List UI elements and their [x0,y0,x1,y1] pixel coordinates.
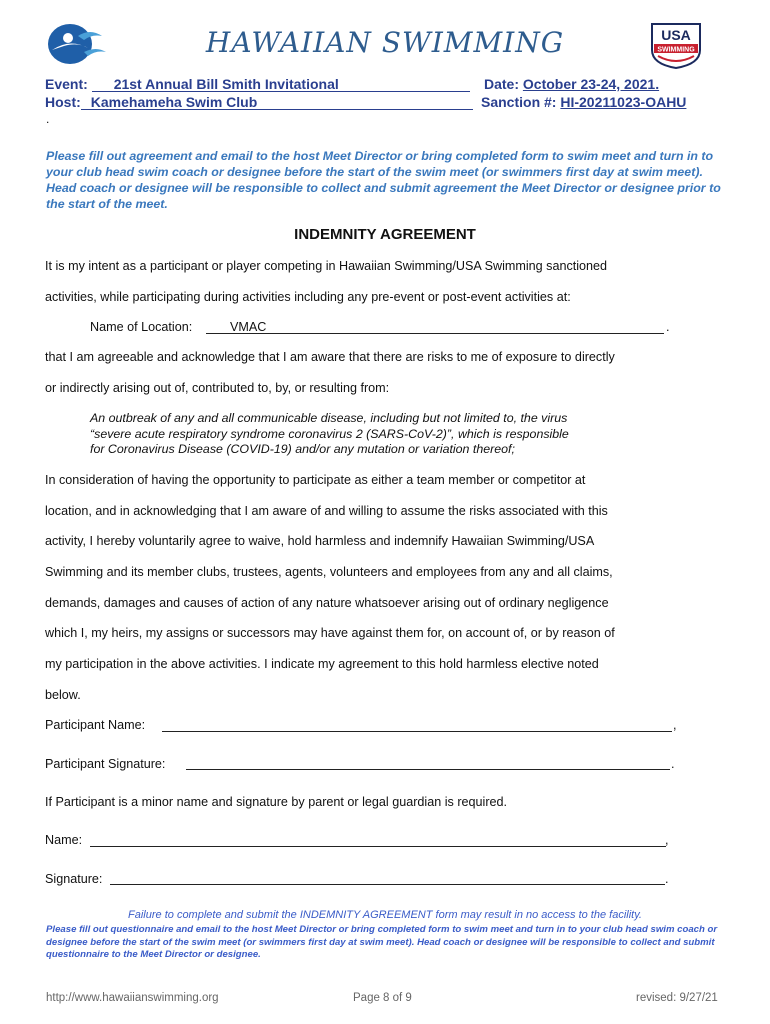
participant-name-label: Participant Name: [45,718,146,732]
participant-signature-label: Participant Signature: [45,757,166,771]
location-value: VMAC [230,320,267,334]
body-line: below. [45,688,81,702]
covid-clause [90,411,690,458]
minor-note: If Participant is a minor name and signature by parent or legal guardian is required. [45,795,508,809]
covid-line-1: An outbreak of any and all communicable disease, including but not limited to, the virus [90,411,568,425]
revised-date: revised: 9/27/21 [636,992,718,1004]
submission-notice: Please fill out agreement and email to the host Meet Director or bring completed form to swim meet and turn in to your club head swim coach or designee before the start of the swim meet (or swimmers first day at swim meet). Head coach or designee will be responsible to collect and submit agreement the Meet Director or designee prior to the start of the meet. [46,149,721,211]
covid-line-2: “severe acute respiratory syndrome coronavirus 2 (SARS-CoV-2)”, which is responsible [90,426,569,441]
body-line: activity, I hereby voluntarily agree to waive, hold harmless and indemnify Hawaiian Swimming/USA [45,534,595,548]
participant-name-end: , [673,718,677,732]
intro-line-1: It is my intent as a participant or player competing in Hawaiian Swimming/USA Swimming sanctioned [45,259,608,273]
sanction-value: HI-20211023-OAHU [560,94,687,110]
failure-warning: Failure to complete and submit the INDEMNITY AGREEMENT form may result in no access to the facility. [128,909,642,921]
usa-logo-subtext: SWIMMING [657,46,695,54]
risk-line-1: that I am agreeable and acknowledge that I am aware that there are risks to me of exposure to directly [45,350,615,364]
event-row [45,76,470,92]
body-line: which I, my heirs, my assigns or successors may have against them for, on account of, or by reason of [45,626,615,640]
sanction-row [481,94,686,110]
location-end: . [666,320,670,334]
host-value: Kamehameha Swim Club [81,95,473,110]
usa-swimming-logo [646,20,706,70]
guardian-signature-end: . [665,872,669,886]
footer-url[interactable]: http://www.hawaiianswimming.org [46,992,219,1004]
location-field[interactable] [206,333,664,334]
sanction-label: Sanction #: [481,94,557,110]
body-line: location, and in acknowledging that I am aware of and willing to assume the risks associated with this [45,504,608,518]
questionnaire-notice: Please fill out questionnaire and email to the host Meet Director or bring completed form to swim meet and turn in to your club head swim coach or designee before the start of the swim meet (or swimmers first day at swim meet). Head coach or designee will be responsible to collect and submit questionnaire to the Meet Director or designee. [46,924,718,960]
page-number: Page 8 of 9 [353,992,412,1004]
participant-name-field[interactable] [162,731,672,732]
participant-signature-end: . [671,757,675,771]
body-line: demands, damages and causes of action of any nature whatsoever arising out of ordinary negligence [45,596,609,610]
intro-line-2: activities, while participating during activities including any pre-event or post-event activities at: [45,290,571,304]
date-label: Date: [484,76,520,92]
guardian-name-end: , [665,833,669,847]
date-row [484,76,659,92]
usa-logo-text: USA [661,27,691,43]
host-row [45,94,473,110]
agreement-heading: INDEMNITY AGREEMENT [294,226,476,243]
date-value: October 23-24, 2021. [522,76,660,92]
guardian-signature-field[interactable] [110,884,665,885]
body-line: In consideration of having the opportunity to participate as either a team member or competitor at [45,473,586,487]
guardian-signature-label: Signature: [45,872,103,886]
event-value: 21st Annual Bill Smith Invitational [92,77,470,92]
page-title: HAWAIIAN SWIMMING [205,26,565,59]
guardian-name-label: Name: [45,833,83,847]
risk-line-2: or indirectly arising out of, contributed to, by, or resulting from: [45,381,390,395]
stray-dot: . [46,112,50,126]
participant-signature-field[interactable] [186,769,670,770]
event-label: Event: [45,76,88,92]
body-line: my participation in the above activities. I indicate my agreement to this hold harmless elective noted [45,657,599,671]
body-line: Swimming and its member clubs, trustees, agents, volunteers and employees from any and all claims, [45,565,613,579]
guardian-name-field[interactable] [90,846,666,847]
covid-line-3: for Coronavirus Disease (COVID-19) and/or any mutation or variation thereof; [90,442,515,456]
host-label: Host: [45,94,81,110]
location-label: Name of Location: [90,320,193,334]
